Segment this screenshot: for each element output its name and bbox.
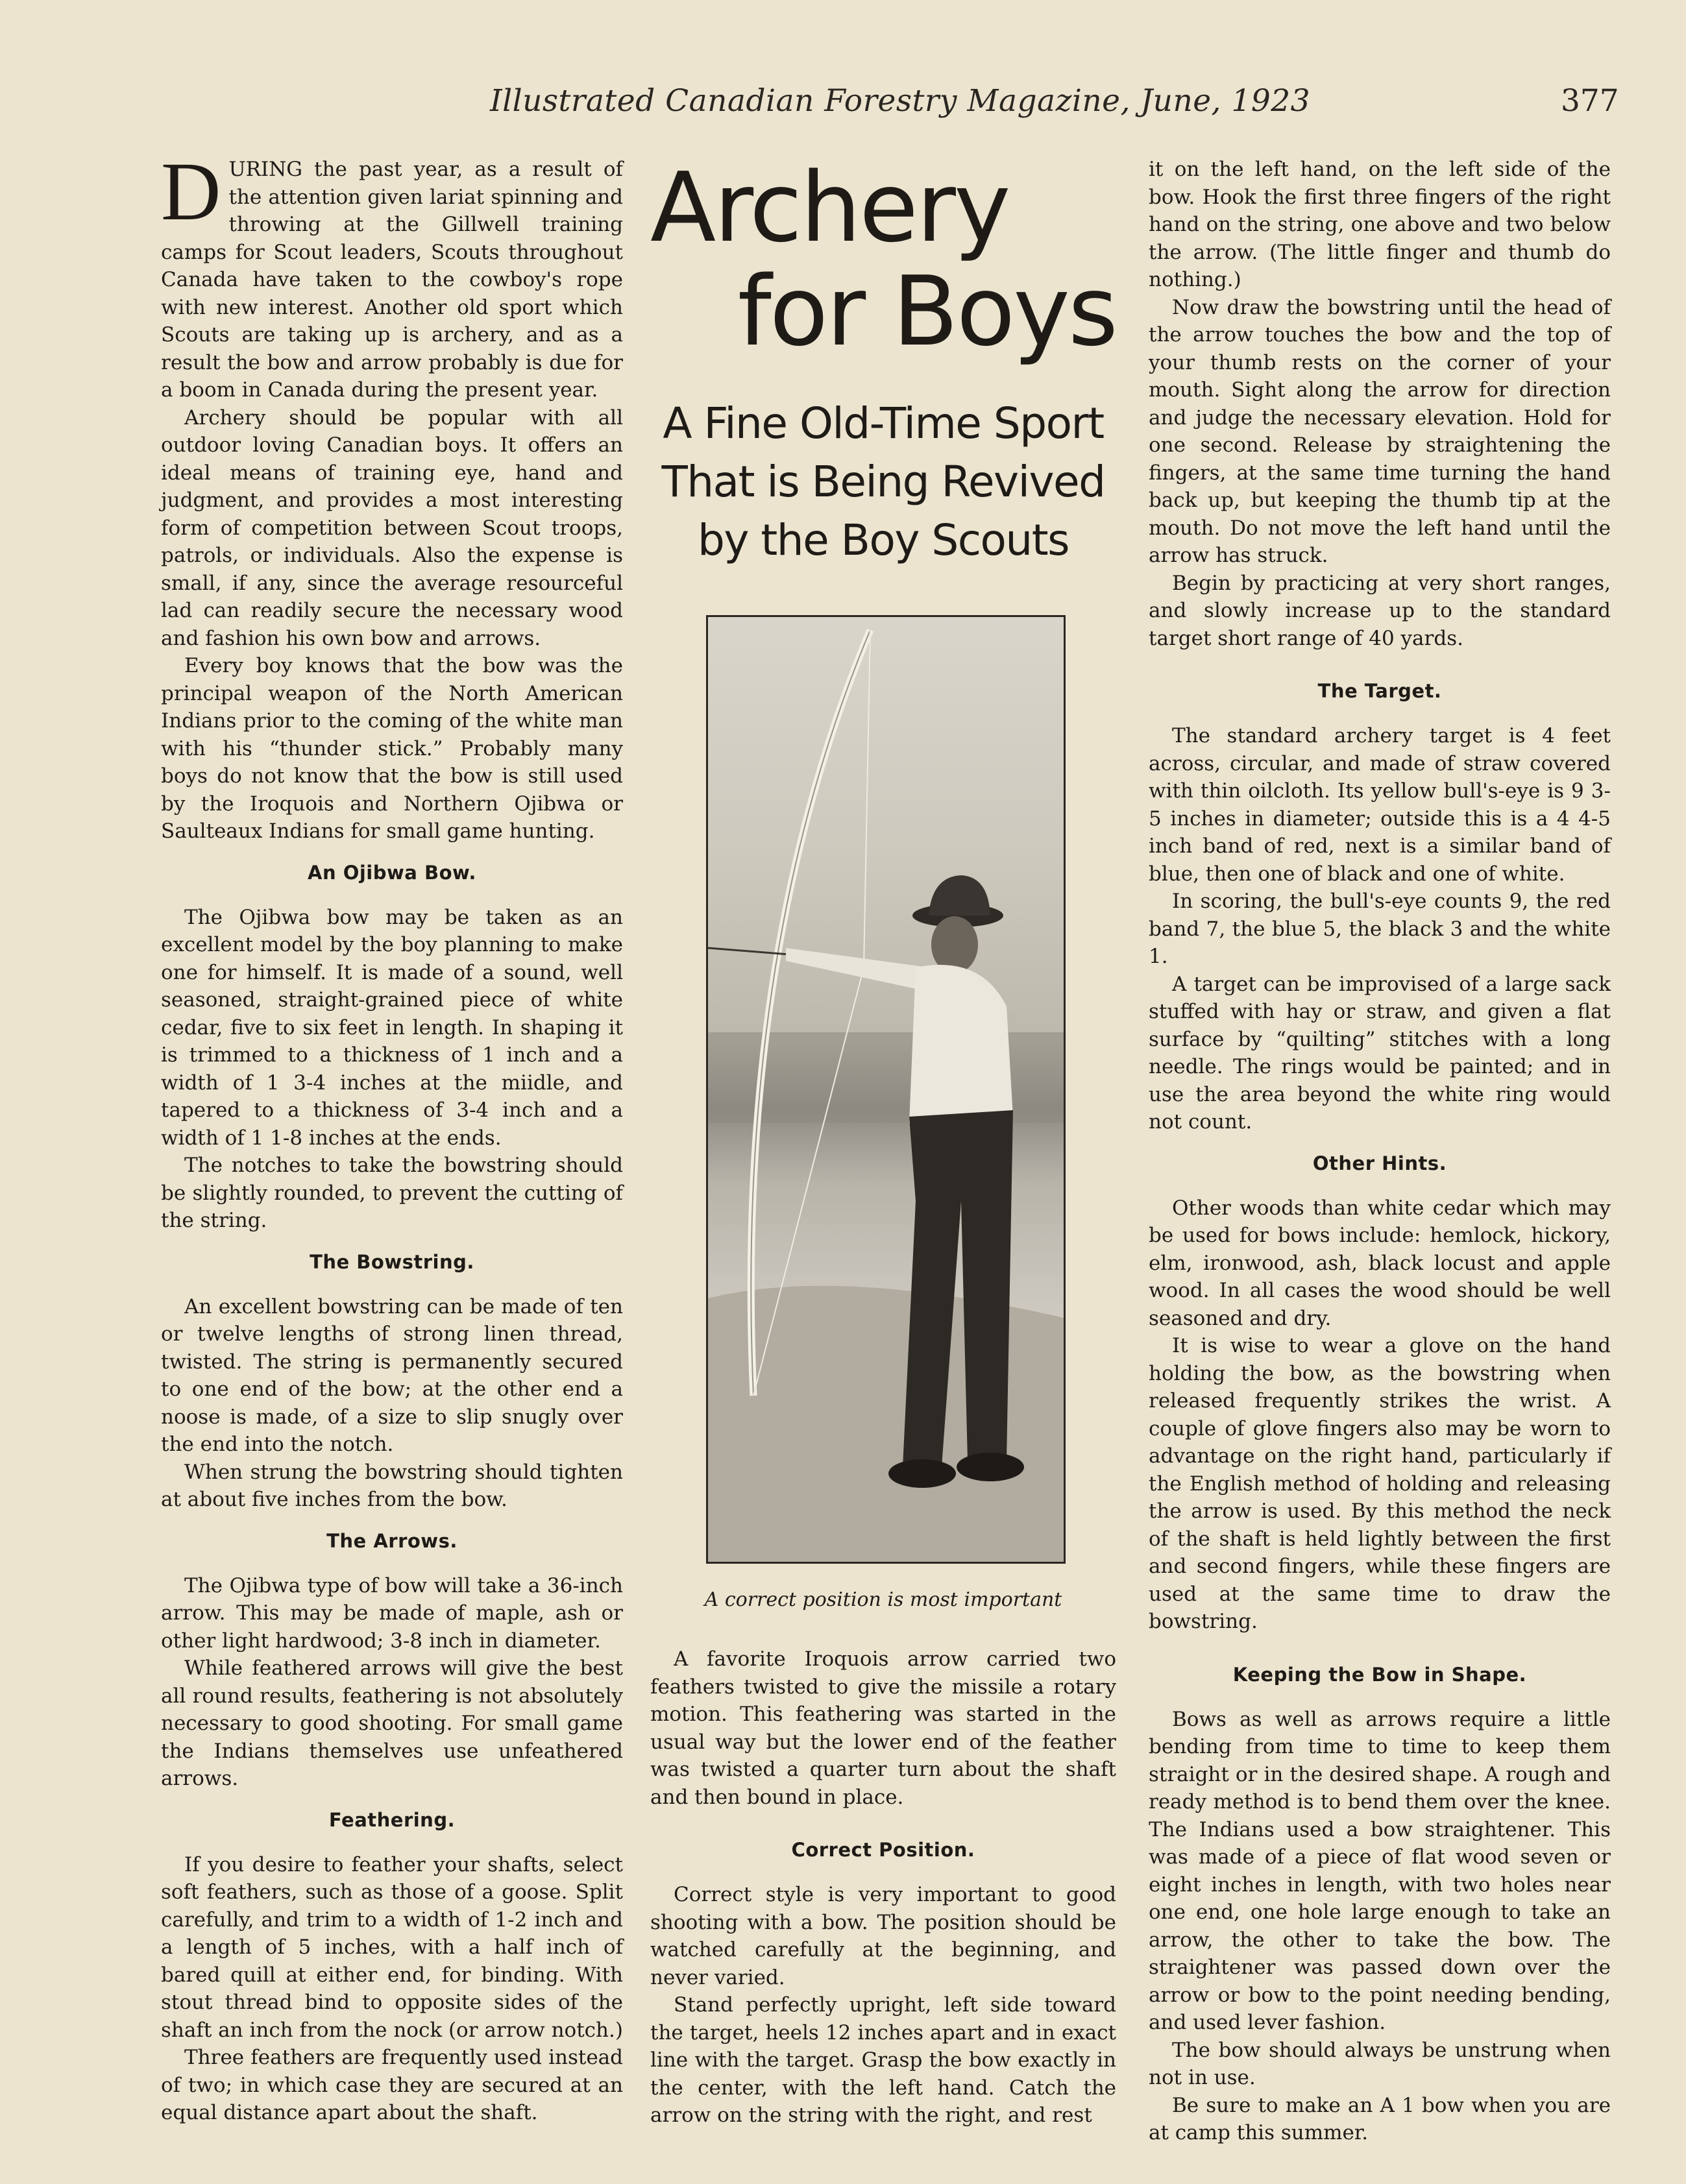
paragraph: Stand perfectly upright, left side toward the target, heels 12 inches apart and in exact line with the target. Grasp the bow exactly in the center, with the left hand. Catch the arrow on the string with the right, and rest (650, 1993, 1116, 2127)
paragraph: When strung the bowstring should tighten at about five inches from the bow. (161, 1460, 623, 1511)
archer-illustration (708, 617, 1064, 1562)
intro-paragraph: DURING the past year, as a result of the attention given lariat spinning and throwing at the Gillwell training camps for Scout leaders, Scouts throughout Canada have taken to the cowboy's rope with new interest. Another old sport which Scouts are taking up is archery, and as a result the bow and arrow probably is due for a boom in Canada during the present year. (161, 145, 623, 402)
paragraph: A target can be improvised of a large sack stuffed with hay or straw, and given a flat surface by “quilting” stitches with a long needle. The rings would be painted; and in use the area beyond the white ring would not count. (1149, 972, 1611, 1134)
section-heading-bowstring: The Bowstring. (310, 1250, 474, 1273)
paragraph: The notches to take the bowstring should be slightly rounded, to prevent the cutting of the string. (161, 1154, 623, 1232)
paragraph: While feathered arrows will give the best all round results, feathering is not absolutely necessary to good shooting. For small game the Indians themselves use unfeathered arrows. (161, 1656, 623, 1790)
paragraph: Be sure to make an A 1 bow when you are at camp this summer. (1149, 2093, 1611, 2144)
paragraph: The Ojibwa bow may be taken as an excellent model by the boy planning to make one for himself. It is made of a sound, well seasoned, straight-grained piece of white cedar, five to six feet in length. In shaping it is trimmed to a thickness of 1 inch and a width of 1 3-4 inches at the miidle, and tapered to a thickness of 3-4 inch and a width of 1 1-8 inches at the ends. (161, 905, 623, 1150)
section-heading-ojibwa: An Ojibwa Bow. (308, 861, 476, 884)
title-block (650, 152, 1116, 610)
page-header (0, 83, 1686, 135)
paragraph: it on the left hand, on the left side of the bow. Hook the first three fingers of the right hand on the string, one above and two below the arrow. (The little finger and thumb do nothing.) (1149, 158, 1611, 291)
paragraph: Now draw the bowstring until the head of the arrow touches the bow and the top of your thumb rests on the corner of your mouth. Sight along the arrow for direction and judge the necessary elevation. Hold for one second. Release by straightening the fingers, at the same time turning the hand back up, but keeping the thumb tip at the mouth. Do not move the left hand until the arrow has struck. (1149, 295, 1611, 567)
paragraph: Begin by practicing at very short ranges, and slowly increase up to the standard target short range of 40 yards. (1149, 571, 1611, 650)
article-subtitle: A Fine Old-Time Sport That is Being Revived by the Boy Scouts (661, 398, 1105, 565)
paragraph: The Ojibwa type of bow will take a 36-inch arrow. This may be made of maple, ash or other light hardwood; 3-8 inch in diameter. (161, 1573, 623, 1653)
paragraph: The standard archery target is 4 feet across, circular, and made of straw covered with thin oilcloth. Its yellow bull's-eye is 9 3-5 inches in diameter; outside this is a 4 4-5 inch band of red, next is a similar band of blue, then one of black and one of white. (1149, 724, 1611, 886)
running-head: Illustrated Canadian Forestry Magazine, June, 1923 (490, 83, 1311, 119)
paragraph: Other woods than white cedar which may be used for bows include: hemlock, hickory, elm, ironwood, ash, black locust and apple wood. In all cases the wood should be well seasoned and dry. (1149, 1196, 1611, 1330)
middle-column (650, 1645, 1116, 2129)
section-heading-hints: Other Hints. (1312, 1152, 1447, 1174)
paragraph: The bow should always be unstrung when not in use. (1149, 2038, 1611, 2089)
left-column (161, 145, 623, 2127)
paragraph: Three feathers are frequently used instead of two; in which case they are secured at an equal distance apart about the shaft. (161, 2046, 623, 2124)
section-heading-feathering: Feathering. (328, 1808, 456, 1831)
section-heading-target: The Target. (1317, 680, 1442, 702)
paragraph: Every boy knows that the bow was the principal weapon of the North American Indians prior to the coming of the white man with his “thunder stick.” Probably many boys do not know that the bow is still used by the Iroquois and Northern Ojibwa or Saulteaux Indians for small game hunting. (161, 654, 623, 843)
right-column (1149, 156, 1611, 2147)
section-heading-arrows: The Arrows. (326, 1529, 458, 1552)
paragraph: Archery should be popular with all outdoor loving Canadian boys. It offers an ideal means of training eye, hand and judgment, and provides a most interesting form of competition between Scout troops, patrols, or individuals. Also the expense is small, if any, since the average resourceful lad can readily secure the necessary wood and fashion his own bow and arrows. (161, 406, 623, 650)
paragraph: It is wise to wear a glove on the hand holding the bow, as the bowstring when released frequently strikes the wrist. A couple of glove fingers also may be worn to advantage on the right hand, particularly if the English method of holding and releasing the arrow is used. By this method the neck of the shaft is held lightly between the first and second fingers, while these fingers are used at the same time to draw the bowstring. (1149, 1334, 1611, 1633)
paragraph: Bows as well as arrows require a little bending from time to time to keep them straight or in the desired shape. A rough and ready method is to bend them over the knee. The Indians used a bow straightener. This was made of a piece of flat wood seven or eight inches in length, with two holes near one end, one hole large enough to take an arrow, the other to take the bow. The straightener was passed down over the arrow or bow to the point needing bending, and used lever fashion. (1149, 1707, 1611, 2034)
article-title-line2: for Boys (737, 256, 1116, 367)
article-title-line1: Archery (650, 152, 1009, 263)
paragraph: If you desire to feather your shafts, select soft feathers, such as those of a goose. Split carefully, and trim to a width of 1-2 inch and a length of 5 inches, with a half inch of bared quill at either end, for binding. With stout thread bind to opposite sides of the shaft an inch from the nock (or arrow notch.) (161, 1852, 623, 2042)
photo-caption: A correct position is most important (704, 1588, 1062, 1611)
paragraph: An excellent bowstring can be made of ten or twelve lengths of strong linen thread, twisted. The string is permanently secured to one end of the bow; at the other end a noose is made, of a size to slip snugly over the end into the notch. (161, 1294, 623, 1456)
section-heading-keeping: Keeping the Bow in Shape. (1232, 1663, 1527, 1686)
paragraph: In scoring, the bull's-eye counts 9, the red band 7, the blue 5, the black 3 and the white 1. (1149, 890, 1611, 968)
paragraph: A favorite Iroquois arrow carried two feathers twisted to give the missile a rotary motion. This feathering was started in the usual way but the lower end of the feather was twisted a quarter turn about the shaft and then bound in place. (650, 1647, 1116, 1809)
section-heading-position: Correct Position. (791, 1839, 975, 1861)
page-number: 377 (1561, 83, 1619, 119)
drop-cap: D (161, 145, 221, 237)
paragraph: Correct style is very important to good shooting with a bow. The position should be watched carefully at the beginning, and never varied. (650, 1883, 1116, 1989)
archer-photo (706, 615, 1066, 1564)
